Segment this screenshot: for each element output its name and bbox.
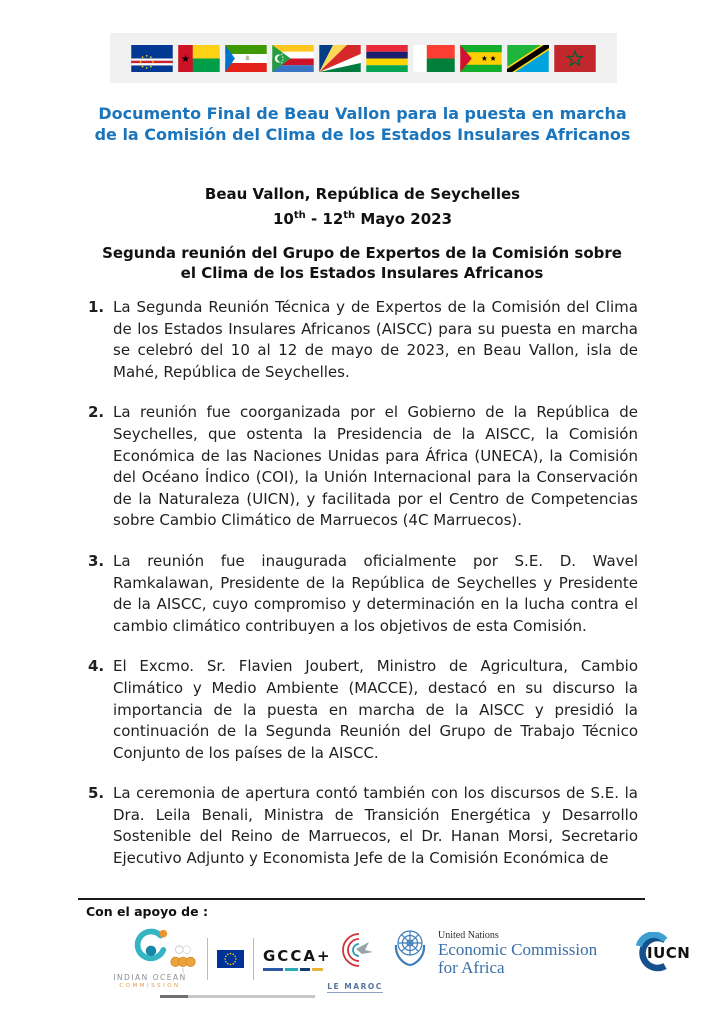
ocean-programme-dots-icon	[168, 941, 198, 977]
flag-tanzania-icon	[507, 45, 549, 72]
paragraph-5	[88, 783, 638, 869]
footer-divider	[78, 898, 645, 900]
gcca-tagline-bars	[263, 968, 332, 972]
flag-mauritius-icon	[366, 45, 408, 72]
le-maroc-label: LE MAROC	[327, 982, 383, 991]
gcca-logo-block	[263, 947, 332, 972]
flag-morocco-icon	[554, 45, 596, 72]
logo-divider	[253, 938, 254, 980]
date-line: 10th - 12th Mayo 2023	[272, 210, 453, 228]
flag-seychelles-icon	[319, 45, 361, 72]
logo-gcca-strip	[168, 936, 332, 982]
logo-iucn	[632, 932, 690, 974]
document-body	[88, 297, 638, 889]
logo-uneca	[390, 926, 597, 977]
paragraph-number: 2.	[88, 403, 105, 422]
uneca-line2: Economic Commission	[438, 940, 598, 959]
paragraph-number: 3.	[88, 551, 105, 570]
flag-sao-tome-icon	[460, 45, 502, 72]
flag-guinea-bissau-icon	[178, 45, 220, 72]
paragraph-number: 5.	[88, 784, 105, 803]
uneca-text-block	[438, 926, 597, 977]
logo-le-maroc	[327, 930, 383, 993]
paragraph-text: La ceremonia de apertura contó también con los discursos de S.E. la Dra. Leila Benali, Ministra de Transición Energética y Desarrollo Sostenible del Reino de Marruecos, el Dr. Hanan Morsi, Secretario Ejecutivo Adjunto y Economista Jefe de la Comisión Económica de	[113, 784, 638, 868]
paragraph-text: El Excmo. Sr. Flavien Joubert, Ministro de Agricultura, Cambio Climático y Medio Ambiente (MACCE), destacó en su discurso la importancia de la puesta en marcha de la AISCC y presidió la continuación de la Segunda Reunión del Grupo de Trabajo Técnico Conjunto de los países de la AISCC.	[113, 657, 638, 762]
flag-cape-verde-icon	[131, 45, 173, 72]
document-subtitle: Segunda reunión del Grupo de Expertos de la Comisión sobre el Clima de los Estados Insulares Africanos	[102, 244, 622, 282]
paragraph-number: 4.	[88, 657, 105, 676]
flag-equatorial-guinea-icon	[225, 45, 267, 72]
un-emblem-icon	[390, 926, 430, 970]
flag-madagascar-icon	[413, 45, 455, 72]
flag-banner	[110, 33, 617, 83]
uneca-line3: for Africa	[438, 958, 505, 977]
iucn-label: IUCN	[647, 944, 691, 962]
venue-line: Beau Vallon, República de Seychelles	[204, 185, 521, 203]
gcca-fineprint-bar	[160, 995, 315, 998]
footer-logos	[0, 922, 724, 1017]
paragraph-3	[88, 551, 638, 637]
paragraph-text: La reunión fue coorganizada por el Gobierno de la República de Seychelles, que ostenta la Presidencia de la AISCC, la Comisión Económica de las Naciones Unidas para África (UNECA), la Comisión del Océano Índico (COI), la Unión Internacional para la Conservación de la Naturaleza (UICN), y facilitada por el Centro de Competencias sobre Cambio Climático de Marruecos (4C Marruecos).	[113, 403, 638, 530]
logo-divider	[207, 938, 208, 980]
ioc-name-line1: INDIAN OCEAN	[113, 973, 187, 982]
paragraph-4	[88, 656, 638, 764]
paragraph-number: 1.	[88, 298, 105, 316]
gcca-label: GCCA+	[263, 946, 332, 965]
ioc-name-line2: COMMISSION	[119, 983, 181, 989]
paragraph-1	[88, 297, 638, 383]
eu-flag-icon	[217, 950, 244, 968]
document-title: Documento Final de Beau Vallon para la puesta en marcha de la Comisión del Clima de los Estados Insulares Africanos	[94, 104, 631, 144]
paragraph-2	[88, 402, 638, 532]
paragraph-text: La reunión fue inaugurada oficialmente por S.E. D. Wavel Ramkalawan, Presidente de la República de Seychelles y Presidente de la AISCC, cuyo compromiso y determinación en la lucha contra el cambio climático contribuyen a los objetivos de esta Comisión.	[113, 551, 638, 635]
flag-comoros-icon	[272, 45, 314, 72]
ioc-swirl-icon	[128, 926, 172, 968]
support-label: Con el apoyo de :	[86, 904, 208, 919]
le-maroc-globe-icon	[329, 930, 381, 970]
uneca-line1: United Nations	[438, 930, 499, 941]
paragraph-text: La Segunda Reunión Técnica y de Expertos de la Comisión del Clima de los Estados Insulares Africanos (AISCC) para su puesta en marcha se celebró del 10 al 12 de mayo de 2023, en Beau Vallon, isla de Mahé, República de Seychelles.	[113, 298, 638, 381]
